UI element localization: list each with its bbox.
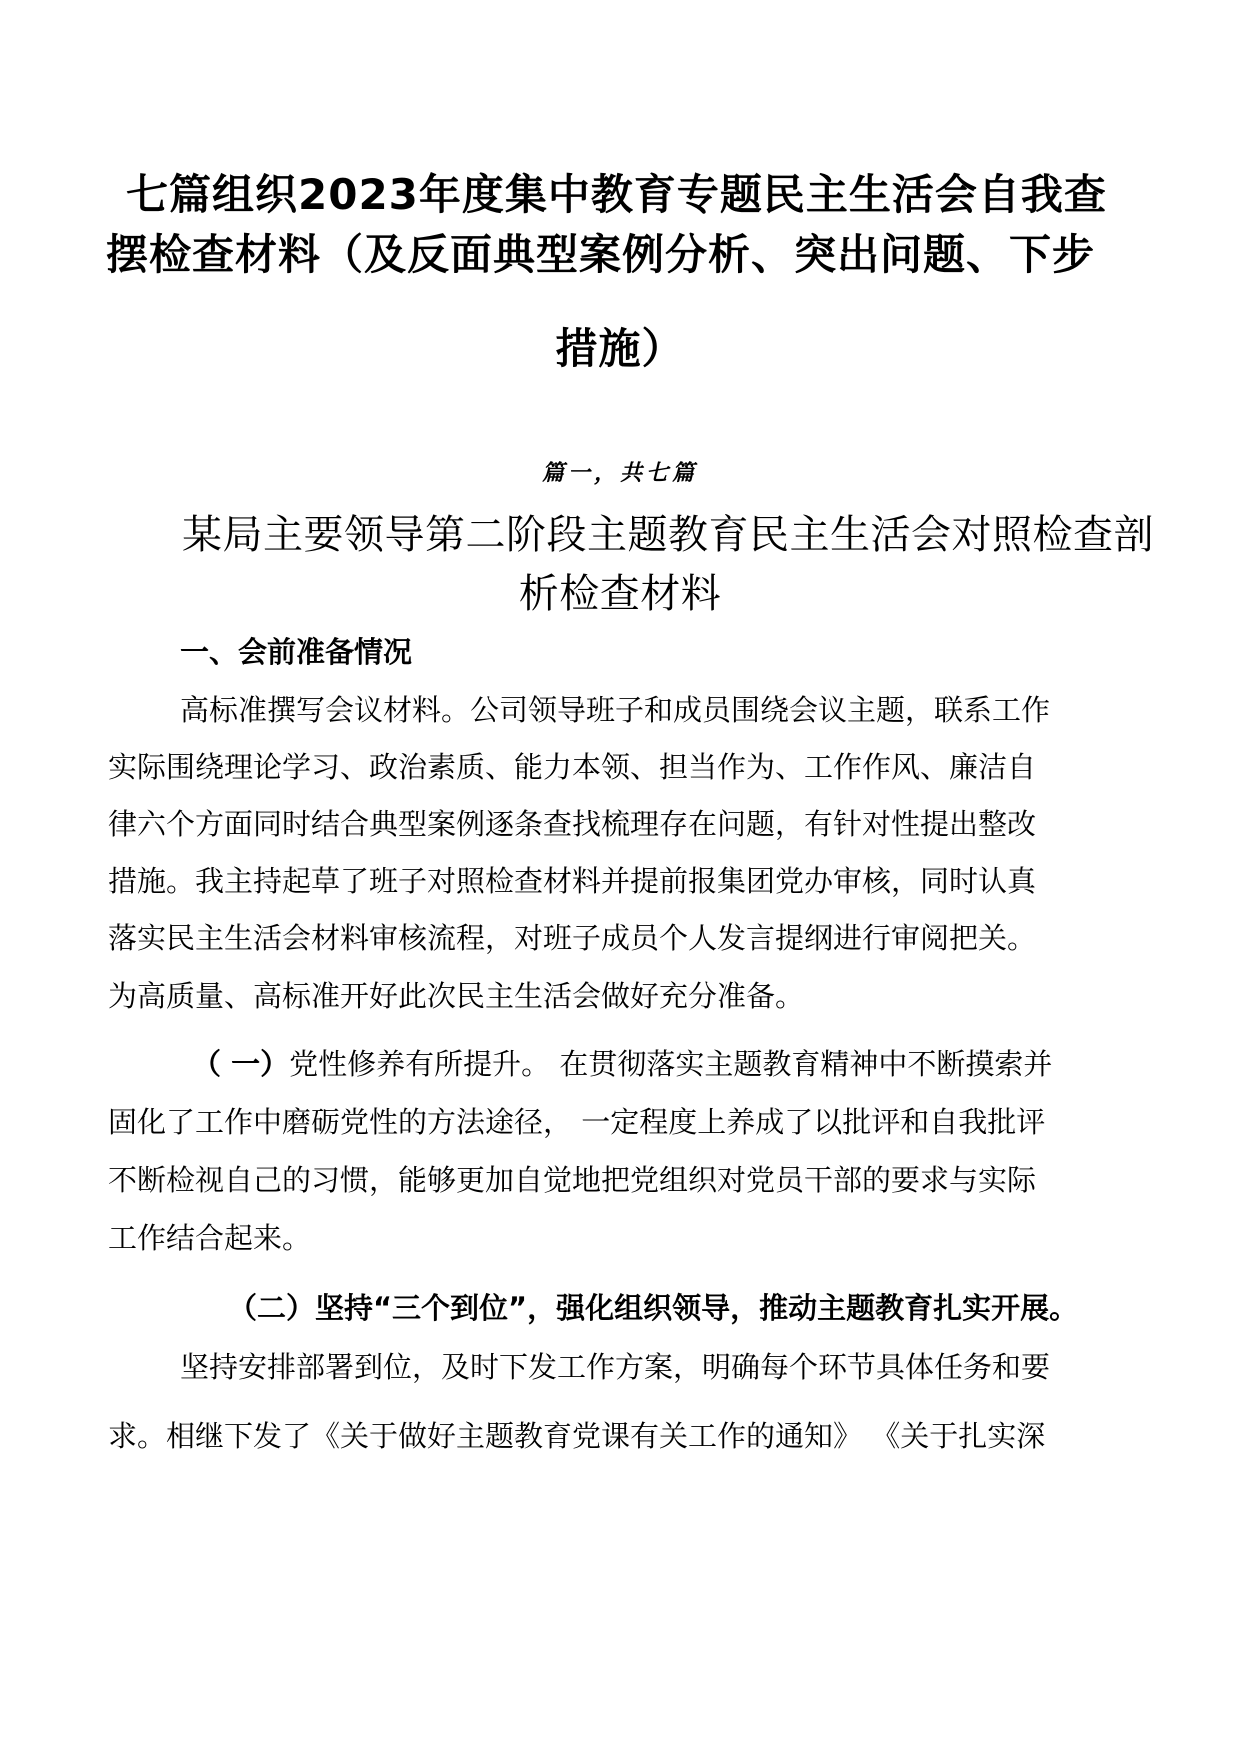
paragraph-line: 律六个方面同时结合典型案例逐条查找梳理存在问题，有针对性提出整改 xyxy=(108,807,1037,841)
subtitle-line-1: 某局主要领导第二阶段主题教育民主生活会对照检查剖 xyxy=(182,512,1154,558)
paragraph-line: 工作结合起来。 xyxy=(108,1221,312,1255)
paragraph-line: 实际围绕理论学习、政治素质、能力本领、担当作为、工作作风、廉洁自 xyxy=(108,750,1037,784)
point-1-label: （ 一） xyxy=(192,1047,290,1081)
document-title-line-1: 七篇组织2023年度集中教育专题民主生活会自我查 xyxy=(126,170,1107,219)
subtitle-line-2: 析检查材料 xyxy=(518,571,722,617)
paragraph-line: 高标准撰写会议材料。公司领导班子和成员围绕会议主题，联系工作 xyxy=(180,693,1051,727)
point-1-text: 党性修养有所提升。 在贯彻落实主题教育精神中不断摸索并 xyxy=(289,1047,1053,1081)
paragraph-line: 不断检视自己的习惯，能够更加自觉地把党组织对党员干部的要求与实际 xyxy=(108,1163,1037,1197)
paragraph-line: 落实民主生活会材料审核流程，对班子成员个人发言提纲进行审阅把关。 xyxy=(108,921,1037,955)
paragraph-line: 措施。我主持起草了班子对照检查材料并提前报集团党办审核，同时认真 xyxy=(108,864,1037,898)
part-label: 篇一，共七篇 xyxy=(541,460,698,486)
document-title-line-2: 摆检查材料（及反面典型案例分析、突出问题、下步 xyxy=(106,230,1096,279)
point-1-first-line xyxy=(192,1042,1052,1083)
document-title-line-3: 措施） xyxy=(555,324,685,373)
paragraph-line: 为高质量、高标准开好此次民主生活会做好充分准备。 xyxy=(108,979,805,1013)
paragraph-line: 固化了工作中磨砺党性的方法途径， 一定程度上养成了以批评和自我批评 xyxy=(108,1105,1046,1139)
paragraph-line: 求。相继下发了《关于做好主题教育党课有关工作的通知》 《关于扎实深 xyxy=(108,1419,1046,1453)
section-heading: 一、会前准备情况 xyxy=(180,635,413,669)
paragraph-line: 坚持安排部署到位，及时下发工作方案，明确每个环节具体任务和要 xyxy=(180,1350,1051,1384)
point-2-heading: （二）坚持“三个到位”，强化组织领导，推动主题教育扎实开展。 xyxy=(228,1291,1079,1325)
